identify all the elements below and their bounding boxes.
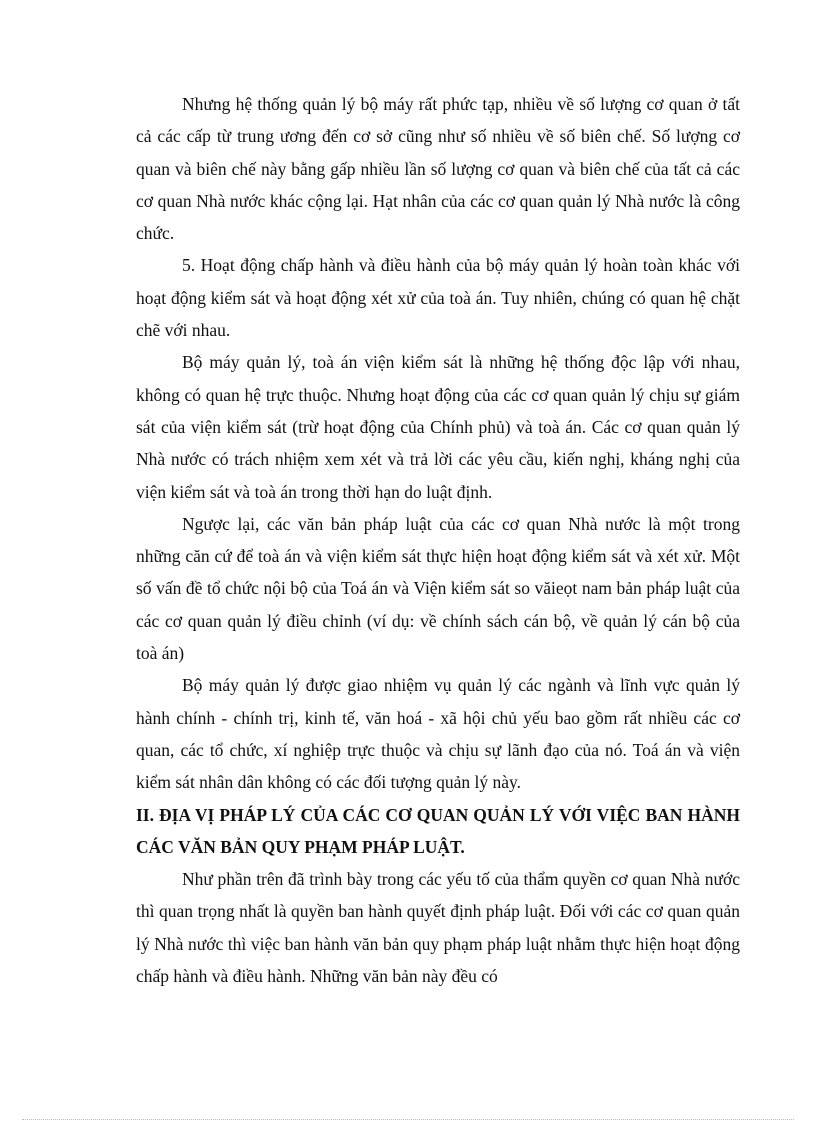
paragraph-executive-vs-judicial: 5. Hoạt động chấp hành và điều hành của bộ máy quản lý hoàn toàn khác với hoạt động kiểm sát và hoạt động xét xử của toà án. Tuy nhiên, chúng có quan hệ chặt chẽ với nhau.: [136, 255, 740, 341]
section-heading: II. ĐỊA VỊ PHÁP LÝ CỦA CÁC CƠ QUAN QUẢN LÝ VỚI VIỆC BAN HÀNH CÁC VĂN BẢN QUY PHẠM PHÁP LUẬT.: [136, 804, 740, 857]
page-bottom-divider: [22, 1119, 794, 1120]
paragraph-legal-documents: Ngược lại, các văn bản pháp luật của các cơ quan Nhà nước là một trong những căn cứ để toà án và viện kiểm sát thực hiện hoạt động kiểm sát và xét xử. Một số vấn đề tổ chức nội bộ của Toá án và Viện kiểm sát so văieọt nam bản pháp luật của các cơ quan quản lý điều chỉnh (ví dụ: về chính sách cán bộ, về quản lý cán bộ của toà án): [136, 513, 740, 664]
paragraph-management-scope: Bộ máy quản lý được giao nhiệm vụ quản lý các ngành và lĩnh vực quản lý hành chính - chính trị, kinh tế, văn hoá - xã hội chủ yếu bao gồm rất nhiều các cơ quan, các tổ chức, xí nghiệp trực thuộc và chịu sự lãnh đạo của nó. Toá án và viện kiểm sát nhân dân không có các đối tượng quản lý này.: [136, 675, 740, 793]
paragraph-staffing: Nhưng hệ thống quản lý bộ máy rất phức tạp, nhiều về số lượng cơ quan ở tất cả các cấp từ trung ương đến cơ sở cũng như số nhiều về số biên chế. Số lượng cơ quan và biên chế này bằng gấp nhiều lần số lượng cơ quan và biên chế của tất cả các cơ quan Nhà nước khác cộng lại. Hạt nhân của các cơ quan quản lý Nhà nước là công chức.: [136, 94, 740, 244]
paragraph-issuing-authority: Như phần trên đã trình bày trong các yếu tố của thẩm quyền cơ quan Nhà nước thì quan trọng nhất là quyền ban hành quyết định pháp luật. Đối với các cơ quan quản lý Nhà nước thì việc ban hành văn bản quy phạm pháp luật nhằm thực hiện hoạt động chấp hành và điều hành. Những văn bản này đều có: [136, 869, 740, 987]
document-body: [136, 88, 740, 992]
paragraph-independent-systems: Bộ máy quản lý, toà án viện kiểm sát là những hệ thống độc lập với nhau, không có quan hệ trực thuộc. Nhưng hoạt động của các cơ quan quản lý chịu sự giám sát của viện kiểm sát (trừ hoạt động của Chính phủ) và toà án. Các cơ quan quản lý Nhà nước có trách nhiệm xem xét và trả lời các yêu cầu, kiến nghị, kháng nghị của viện kiểm sát và toà án trong thời hạn do luật định.: [136, 352, 740, 502]
